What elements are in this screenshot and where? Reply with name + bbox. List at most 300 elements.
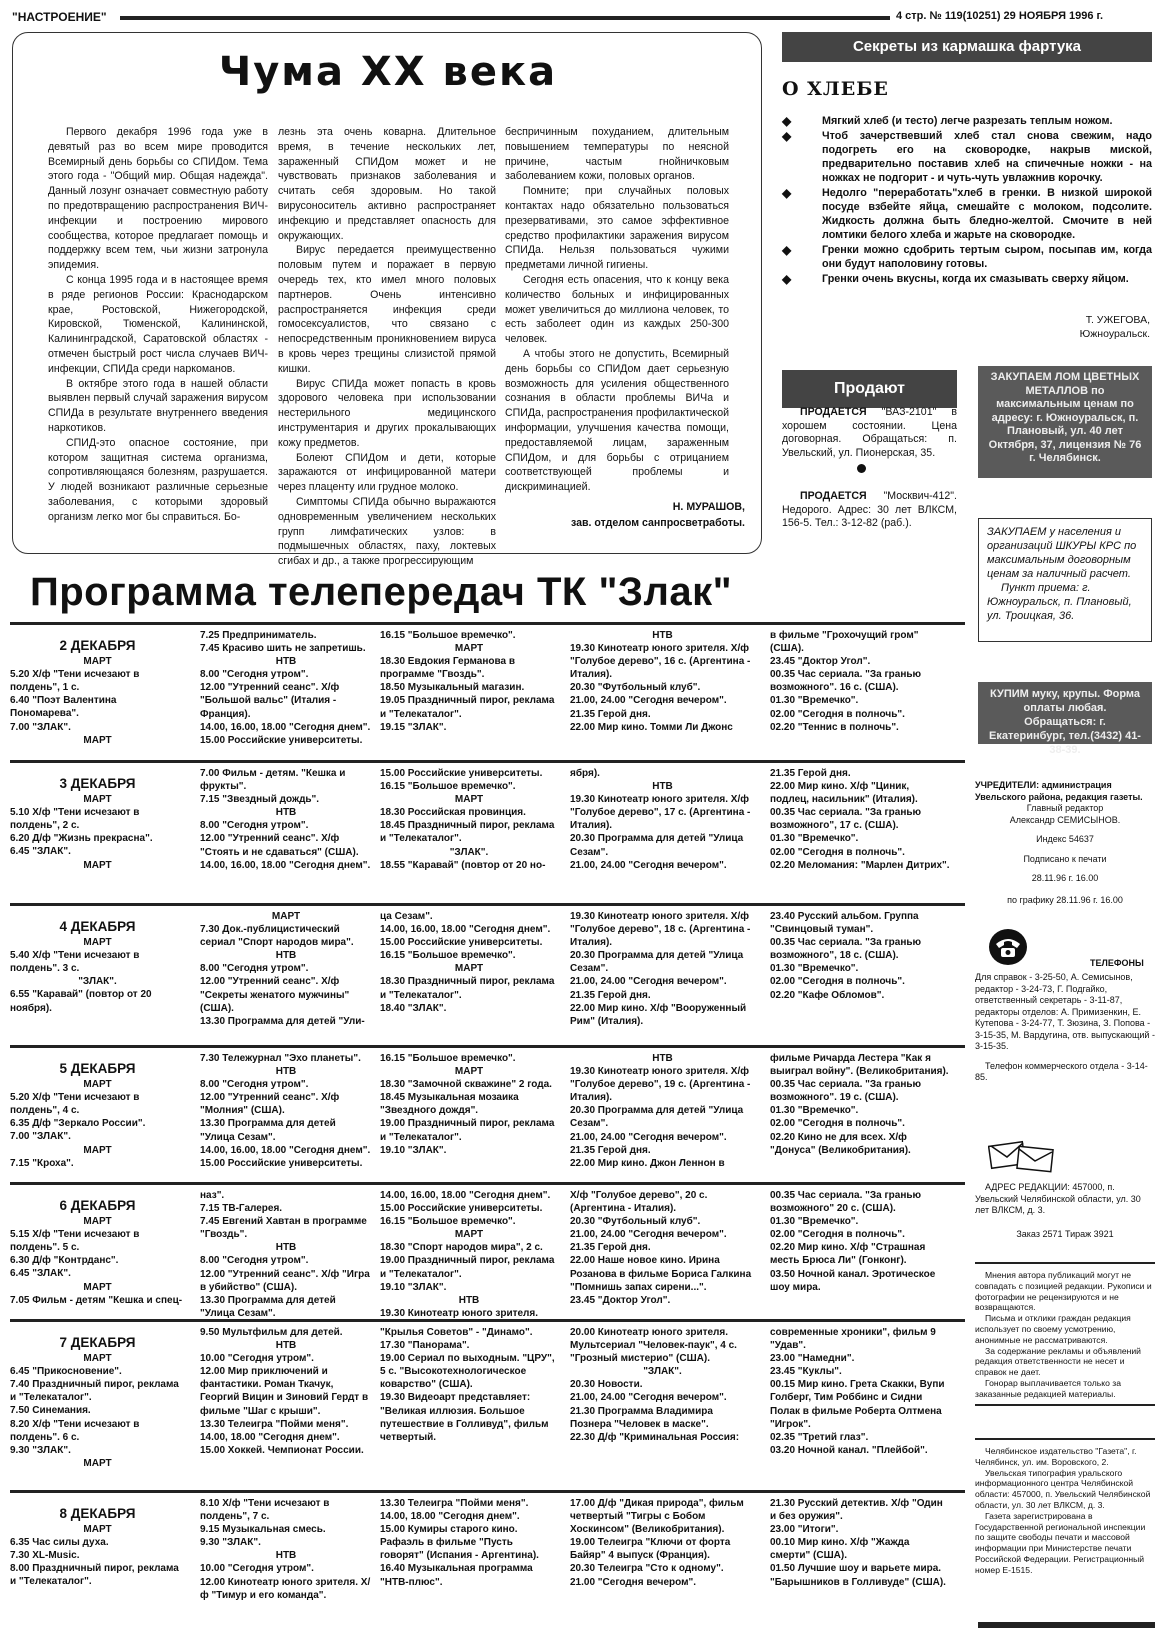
tv-channel-label: МАРТ bbox=[83, 1524, 112, 1536]
author-title: зав. отделом санпросветработы. bbox=[571, 517, 745, 529]
tv-listing: современные хроники", фильм 9 "Удав". bbox=[770, 1327, 936, 1352]
tv-listing: 7.30 Док.-публицистический сериал "Спорт народов мира". bbox=[200, 924, 354, 949]
tv-listing: 8.00 "Сегодня утром". bbox=[200, 669, 309, 681]
tv-listing: 6.35 Час силы духа. bbox=[10, 1537, 109, 1549]
tv-listing: 8.20 Х/ф "Тени исчезают в полдень". 6 с. bbox=[10, 1418, 140, 1443]
tv-listing: 14.00, 16.00, 18.00 "Сегодня днем". bbox=[200, 721, 371, 733]
tv-column bbox=[570, 910, 755, 1028]
tv-channel-label: НТВ bbox=[275, 1550, 297, 1562]
article-column-3 bbox=[505, 125, 729, 495]
tv-listing: 7.05 Фильм - детям "Кешка и спец- bbox=[10, 1294, 183, 1306]
tv-channel-label: МАРТ bbox=[83, 859, 112, 871]
tv-listing: 21.00, 24.00 "Сегодня вечером". bbox=[570, 1229, 727, 1241]
print-text: Увельская типография уральского информационного центра Челябинской области: 457000, п. Увельский Челябинской области, ул. 30 лет ВЛКСМ, д. 3. bbox=[975, 1467, 1151, 1510]
tip-item: ◆ Мягкий хлеб (и тесто) легче разрезать теплым ножом. bbox=[782, 114, 1113, 128]
tv-listing: 18.45 Праздничный пирог, реклама и "Телекаталог". bbox=[380, 820, 555, 845]
commerce-phone: Телефон коммерческого отдела - 3-14-85. bbox=[975, 1060, 1148, 1082]
tv-listing: 10.00 "Сегодня утром". bbox=[200, 1353, 314, 1365]
tv-listing: 01.30 "Времечко". bbox=[770, 1105, 859, 1117]
paragraph: Болеют СПИДом и дети, которые заражаются от инфицированной матери через плаценту или грудное молоко. bbox=[278, 451, 496, 494]
tv-column bbox=[10, 1497, 185, 1589]
bread-tips bbox=[782, 114, 1152, 287]
tv-channel-label: МАРТ bbox=[83, 734, 112, 746]
tv-listing: 03.20 Ночной канал. "Плейбой". bbox=[770, 1444, 928, 1456]
tv-listing: 20.30 Телеигра "Сто к одному". bbox=[570, 1563, 724, 1575]
tv-channel-label: "ЗЛАК". bbox=[643, 1366, 682, 1378]
telephone-icon bbox=[988, 928, 1028, 966]
tv-listing: "Крылья Советов" - "Динамо". bbox=[380, 1327, 533, 1338]
tv-column bbox=[200, 1052, 372, 1170]
tv-listing: 13.30 Программа для детей "Улица Сезам". bbox=[200, 1294, 336, 1319]
tv-listing: в фильме "Грохочущий гром" (США). bbox=[770, 630, 919, 655]
tv-listing: 19.15 "ЗЛАК". bbox=[380, 721, 447, 733]
tv-column bbox=[200, 1497, 372, 1602]
paragraph: Сегодня есть опасения, что к концу века количество больных и инфицированных может увеличиться до миллиона человек, то есть заболеет один из каждых 250-300 человек. bbox=[505, 273, 729, 346]
tv-listing: 14.00, 16.00, 18.00 "Сегодня днем". bbox=[380, 1190, 551, 1201]
tv-listing: 21.35 Герой дня. bbox=[570, 708, 651, 720]
tv-day-title: 5 ДЕКАБРЯ bbox=[59, 1061, 136, 1076]
tv-day-title: 7 ДЕКАБРЯ bbox=[59, 1335, 136, 1350]
envelope-icon bbox=[988, 1140, 1058, 1176]
tv-listing: 13.30 Программа для детей "Ули- bbox=[200, 1015, 365, 1027]
tv-column bbox=[200, 910, 372, 1028]
tv-listing: 6.20 Д/ф "Жизнь прекрасна". bbox=[10, 833, 153, 845]
diamond-bullet-icon: ◆ bbox=[782, 129, 792, 143]
tv-day-row bbox=[10, 903, 965, 1027]
tv-listing: 6.40 "Поэт Валентина Пономарева". bbox=[10, 695, 117, 720]
tv-listing: 18.55 "Каравай" (повтор от 20 но- bbox=[380, 859, 546, 871]
tv-listing: Х/ф "Голубое дерево", 20 с. (Аргентина - Италия). bbox=[570, 1190, 708, 1215]
tv-day-title: 2 ДЕКАБРЯ bbox=[59, 638, 136, 653]
tv-listing: 18.30 "Замочной скважине" 2 года. bbox=[380, 1079, 552, 1091]
tv-listing: 00.15 Мир кино. Грета Скакки, Вупи Голберг, Тим Роббинс и Сидни Полак в фильме Роберта Олтмена "Игрок". bbox=[770, 1379, 945, 1430]
tv-listing: 19.30 Кинотеатр юного зрителя. Х/ф "Голубое дерево", 17 с. (Аргентина - Италия). bbox=[570, 794, 751, 832]
tips-author: Т. УЖЕГОВА, bbox=[1085, 314, 1150, 326]
tv-listing: 12.00 "Утренний сеанс". Х/ф "Молния" (США). bbox=[200, 1092, 340, 1117]
tv-listing: 7.00 Фильм - детям. "Кешка и фрукты". bbox=[200, 768, 346, 793]
tv-channel-label: МАРТ bbox=[454, 1229, 484, 1241]
tv-listing: 6.35 Д/ф "Зеркало России". bbox=[10, 1118, 146, 1130]
tv-column bbox=[200, 1326, 372, 1457]
ad-skins bbox=[978, 518, 1152, 642]
tv-channel-label: НТВ bbox=[652, 781, 673, 793]
tip-item: ◆ Гренки можно сдобрить тертым сыром, посыпав им, когда они будут наполовину готовы. bbox=[782, 243, 1152, 270]
paragraph: В октябре этого года в нашей области выявлен первый случай заражения вирусом СПИДа в результате внутреннего введения наркотиков. bbox=[48, 377, 268, 434]
tv-column bbox=[10, 767, 185, 872]
tv-listing: ца Сезам". bbox=[380, 911, 433, 922]
rule-text: Письма и отклики граждан редакция использует по своему усмотрению, анонимные не рассматриваются. bbox=[975, 1313, 1131, 1345]
tv-listing: ября). bbox=[570, 768, 600, 779]
tv-column bbox=[770, 629, 950, 734]
tv-day-title: 6 ДЕКАБРЯ bbox=[59, 1198, 136, 1213]
tv-listing: 13.30 Телеигра "Пойми меня". bbox=[200, 1418, 349, 1430]
tv-listing: 15.00 Российские университеты. bbox=[380, 768, 543, 779]
tv-listing: 19.00 Телеигра "Ключи от форта Байяр" 4 выпуск (Франция). bbox=[570, 1537, 731, 1562]
tv-listing: 02.00 "Сегодня в полночь". bbox=[770, 1229, 905, 1241]
tv-listing: 6.55 "Каравай" (повтор от 20 ноября). bbox=[10, 989, 152, 1014]
tv-listing: 21.00, 24.00 "Сегодня вечером". bbox=[570, 976, 727, 988]
tv-listing: 12.00 "Утренний сеанс". Х/ф "Секреты женатого мужчины" (США). bbox=[200, 976, 350, 1014]
paragraph: С конца 1995 года и в настоящее время в ряде регионов России: Краснодарском крае, Ростовской, Нижегородской, Кировской, Тюменской, Калининской, Калининградской, Саратовской областях - отмечен быстрый рост числа случаев ВИЧ-инфекции, СПИДа среди наркоманов. bbox=[48, 273, 268, 375]
tv-listing: 18.30 Праздничный пирог, реклама и "Телекаталог". bbox=[380, 976, 555, 1001]
tv-column bbox=[200, 767, 372, 872]
separator-dot-icon bbox=[857, 464, 866, 473]
tv-day-row bbox=[10, 1045, 965, 1169]
tv-listing: 22.00 Мир кино. Джон Леннон в bbox=[570, 1157, 725, 1169]
paragraph: СПИД-это опасное состояние, при котором защитная система организма, сопротивляющаяся болезням, разрушается. У людей возникают различные серьезные заболевания, с которыми здоровый организм легко мог бы справиться. Бо- bbox=[48, 436, 268, 523]
tv-listing: 01.50 Лучшие шоу и варьете мира. "Барышников в Голливуде" (США). bbox=[770, 1563, 946, 1588]
tv-column bbox=[10, 1189, 185, 1307]
paragraph: Симптомы СПИДа обычно выражаются одновременным увеличением нескольких групп лимфатических узлов: в подмышечных областях, паху, локтевых сгибах и др., а также прогрессирующим bbox=[278, 495, 496, 568]
tv-listing: 02.00 "Сегодня в полночь". bbox=[770, 708, 905, 720]
tv-listing: 01.30 "Времечко". bbox=[770, 963, 859, 975]
tv-listing: 01.30 "Времечко". bbox=[770, 1216, 859, 1228]
tv-listing: 21.35 Герой дня. bbox=[770, 768, 851, 779]
tv-channel-label: МАРТ bbox=[83, 656, 112, 668]
tv-listing: 19.30 Кинотеатр юного зрителя. Х/ф "Голубое дерево", 18 с. (Аргентина - Италия). bbox=[570, 911, 751, 949]
tv-listing: 14.00, 16.00, 18.00 "Сегодня днем". bbox=[200, 1144, 371, 1156]
tv-channel-label: НТВ bbox=[652, 1053, 673, 1064]
schedule-time: по графику 28.11.96 г. 16.00 bbox=[1007, 894, 1123, 905]
tv-column bbox=[570, 1189, 755, 1307]
tv-listing: 9.30 "ЗЛАК". bbox=[10, 1444, 71, 1456]
tv-listing: 21.30 Русский детектив. Х/ф "Один и без оружия". bbox=[770, 1498, 943, 1523]
tv-listing: 18.45 Музыкальная мозаика "Звездного дождя". bbox=[380, 1092, 519, 1117]
tv-listing: 22.00 Мир кино. Томми Ли Джонс bbox=[570, 721, 733, 733]
masthead-rule bbox=[120, 16, 890, 20]
phones-list bbox=[975, 972, 1155, 1084]
paragraph: Помните; при случайных половых контактах надо обязательно пользоваться презервативами, это самое эффективное средство профилактики заражения вирусом СПИДа. Нельзя пользоваться чужими предметами личной гигиены. bbox=[505, 185, 729, 272]
paragraph: беспричинным похуданием, длительным повышением температуры по неясной причине, частым гнойничковым заболеванием кожи, половых органов. bbox=[505, 126, 729, 183]
tv-listing: 15.00 Кумиры старого кино. Рафаэль в фильме "Пусть говорят" (Испания - Аргентина). bbox=[380, 1524, 539, 1562]
sell-ad-text: "ВАЗ-2101" в хорошем состоянии. Цена договорная. Обращаться: п. Увельский, ул. Пионерская, 35. bbox=[782, 406, 957, 459]
tv-listing: 21.00, 24.00 "Сегодня вечером". bbox=[570, 1392, 727, 1404]
tv-column bbox=[380, 767, 558, 872]
tv-channel-label: МАРТ bbox=[83, 937, 112, 949]
tv-listing: фильме Ричарда Лестера "Как я выиграл войну". (Великобритания). bbox=[770, 1053, 949, 1078]
tv-listing: 6.45 "ЗЛАК". bbox=[10, 846, 71, 858]
tv-channel-label: НТВ bbox=[275, 950, 297, 962]
tip-item: ◆ Гренки очень вкусны, когда их смазывать сверху яйцом. bbox=[782, 272, 1129, 286]
masthead-title: "НАСТРОЕНИЕ" bbox=[12, 10, 107, 24]
tv-listing: 02.35 "Третий глаз". bbox=[770, 1431, 869, 1443]
tv-column bbox=[200, 629, 372, 747]
tv-channel-label: НТВ bbox=[275, 1066, 297, 1078]
tips-author-city: Южноуральск. bbox=[1079, 328, 1150, 340]
founders: УЧРЕДИТЕЛИ: администрация Увельского района, редакция газеты. bbox=[975, 780, 1143, 802]
diamond-bullet-icon: ◆ bbox=[782, 114, 792, 128]
tv-listing: 16.15 "Большое времечко". bbox=[380, 630, 516, 641]
tv-column bbox=[570, 1497, 755, 1589]
tv-channel-label: "ЗЛАК". bbox=[78, 976, 117, 988]
tv-listing: 17.00 Д/ф "Дикая природа", фильм четвертый "Тигры с Бобом Хоскинсом" (Великобритания). bbox=[570, 1498, 744, 1536]
tv-listing: 00.35 Час сериала. "За гранью возможного", 17 с. (США). bbox=[770, 807, 922, 832]
tv-column bbox=[570, 629, 755, 734]
index-number: Индекс 54637 bbox=[1036, 834, 1094, 844]
article-box bbox=[12, 32, 762, 568]
print-text: Газета зарегистрирована в Государственной региональной инспекции по защите свободы печати и массовой информации при Министерстве печати Российской Федерации. Регистрационный номер Е-1515. bbox=[975, 1510, 1146, 1575]
paragraph: лезнь эта очень коварна. Длительное время, в течение нескольких лет, зараженный СПИДом может и не чувствовать признаков заболевания и считать себя здоровым. Но такой вирусоноситель активно распространяет инфекцию и представляет опасность для окружающих. bbox=[278, 126, 496, 242]
order-info: Заказ 2571 Тираж 3921 bbox=[1016, 1228, 1114, 1239]
tv-listing: 20.00 Кинотеатр юного зрителя. Мультсериал "Человек-паук", 4 с. "Грозный мистерио" (США). bbox=[570, 1327, 737, 1365]
tv-listing: 21.35 Герой дня. bbox=[570, 989, 651, 1001]
tv-channel-label: МАРТ bbox=[83, 1457, 112, 1469]
tv-column bbox=[570, 1326, 755, 1444]
tv-column bbox=[380, 1497, 558, 1589]
tv-listing: 12.00 "Утренний сеанс". Х/ф "Игра в убийство" (США). bbox=[200, 1268, 370, 1293]
tv-listing: 02.20 Меломания: "Марлен Дитрих". bbox=[770, 859, 950, 871]
secrets-banner: Секреты из кармашка фартука bbox=[782, 32, 1152, 62]
tv-column bbox=[200, 1189, 372, 1320]
tv-listing: 10.00 "Сегодня утром". bbox=[200, 1563, 314, 1575]
tv-listing: 14.00, 16.00, 18.00 "Сегодня днем". bbox=[380, 924, 551, 936]
tv-day-title: 4 ДЕКАБРЯ bbox=[59, 919, 136, 934]
tv-listing: 19.30 Кинотеатр юного зрителя. bbox=[380, 1307, 539, 1319]
imprint-founders bbox=[975, 780, 1155, 906]
tv-listing: 7.00 "ЗЛАК". bbox=[10, 1131, 71, 1143]
tv-channel-label: МАРТ bbox=[454, 643, 484, 655]
tv-listing: 23.45 "Куклы". bbox=[770, 1366, 842, 1378]
sell-ad-lead: ПРОДАЕТСЯ bbox=[800, 406, 867, 418]
tv-column bbox=[770, 910, 950, 1002]
tv-day-row bbox=[10, 1182, 965, 1319]
tv-channel-label: МАРТ bbox=[83, 1216, 112, 1228]
tv-channel-label: МАРТ bbox=[454, 1066, 484, 1078]
tv-listing: 8.00 "Сегодня утром". bbox=[200, 820, 309, 832]
article-title: Чума XX века bbox=[218, 49, 558, 95]
tv-listing: 23.45 "Доктор Угол". bbox=[570, 1294, 671, 1306]
tv-listing: 19.00 Праздничный пирог, реклама и "Телекаталог". bbox=[380, 1118, 555, 1143]
sell-ad-lead: ПРОДАЕТСЯ bbox=[800, 490, 867, 502]
tv-listing: 02.20 Кино не для всех. Х/ф "Донуса" (Великобритания). bbox=[770, 1131, 911, 1156]
tv-listing: 5.20 Х/ф "Тени исчезают в полдень", 1 с. bbox=[10, 669, 140, 694]
tv-program-title: Программа телепередач ТК "Злак" bbox=[30, 570, 733, 614]
tv-listing: 21.00, 24.00 "Сегодня вечером". bbox=[570, 859, 727, 871]
tv-listing: 00.35 Час сериала. "За гранью возможного" 20 с. (США). bbox=[770, 1190, 922, 1215]
tv-channel-label: МАРТ bbox=[83, 794, 112, 806]
tv-column bbox=[570, 767, 755, 872]
tv-channel-label: НТВ bbox=[275, 656, 297, 668]
tv-listing: 19.00 Праздничный пирог, реклама и "Телекаталог". bbox=[380, 1255, 555, 1280]
tv-day-row bbox=[10, 622, 965, 746]
tv-channel-label: НТВ bbox=[275, 807, 297, 819]
tv-listing: наз". bbox=[200, 1190, 225, 1201]
paragraph: Вирус передается преимущественно половым путем и поражает в первую очередь тех, кто имел много половых партнеров. Очень интенсивно распространяется инфекция среди гомосексуалистов, что связано с непосредственным проникновением вируса в кровь через трещины слизистой прямой кишки. bbox=[278, 244, 496, 375]
tv-column bbox=[770, 1326, 950, 1457]
tv-channel-label: НТВ bbox=[652, 630, 673, 641]
tv-listing: 7.25 Предприниматель. bbox=[200, 630, 317, 641]
tv-channel-label: МАРТ bbox=[83, 1281, 112, 1293]
signed-time: 28.11.96 г. 16.00 bbox=[1031, 873, 1099, 883]
tv-listing: 20.30 "Футбольный клуб". bbox=[570, 682, 701, 694]
tv-listing: 12.00 "Утренний сеанс". Х/ф "Стоять и не сдаваться" (США). bbox=[200, 833, 359, 858]
tv-listing: 22.00 Мир кино. Х/ф "Циник, подлец, насильник" (Италия). bbox=[770, 781, 918, 806]
sell-ad-2 bbox=[782, 490, 957, 531]
tv-channel-label: НТВ bbox=[275, 1242, 297, 1254]
tv-listing: 23.00 "Намедни". bbox=[770, 1353, 855, 1365]
sell-ad-1 bbox=[782, 406, 957, 460]
tv-column bbox=[770, 767, 950, 872]
tv-listing: 19.10 "ЗЛАК". bbox=[380, 1281, 447, 1293]
tv-listing: 23.40 Русский альбом. Группа "Свинцовый туман". bbox=[770, 911, 919, 936]
tv-listing: 19.30 Видеоарт представляет: "Великая иллюзия. Большое путешествие в Голливуд", фильм четвертый. bbox=[380, 1392, 549, 1443]
tv-column bbox=[380, 1326, 558, 1444]
tv-listing: 8.00 "Сегодня утром". bbox=[200, 1079, 309, 1091]
tv-listing: 21.00, 24.00 "Сегодня вечером". bbox=[570, 1131, 727, 1143]
tv-listing: 7.00 "ЗЛАК". bbox=[10, 721, 71, 733]
tv-listing: 15.00 Хоккей. Чемпионат России. bbox=[200, 1444, 364, 1456]
tv-listing: 7.15 ТВ-Галерея. bbox=[200, 1203, 283, 1215]
tv-listing: 6.45 "ЗЛАК". bbox=[10, 1268, 71, 1280]
tv-listing: 8.00 "Сегодня утром". bbox=[200, 963, 309, 975]
tv-listing: 18.50 Музыкальный магазин. bbox=[380, 682, 525, 694]
tv-listing: 7.45 Красиво шить не запретишь. bbox=[200, 643, 366, 655]
printing-info bbox=[975, 1438, 1155, 1576]
tv-listing: 8.10 Х/ф "Тени исчезают в полдень", 7 с. bbox=[200, 1498, 330, 1523]
tv-listing: 00.35 Час сериала. "За гранью возможного". 16 с. (США). bbox=[770, 669, 922, 694]
sell-banner: Продают bbox=[782, 370, 957, 408]
article-column-2 bbox=[278, 125, 496, 569]
tv-channel-label: МАРТ bbox=[83, 1144, 112, 1156]
sell-ad-text: "Москвич-412". Недорого. Адрес: 30 лет ВЛКСМ, 156-5. Тел.: 3-12-82 (раб.). bbox=[782, 490, 957, 529]
ad-skins-text: ЗАКУПАЕМ у населения и организаций ШКУРЫ КРС по максимальным договорным ценам за наличный расчет. bbox=[987, 526, 1137, 580]
tv-listing: 22.00 Мир кино. Х/ф "Вооруженный Рим" (Италия). bbox=[570, 1002, 747, 1027]
tv-channel-label: МАРТ bbox=[83, 1353, 112, 1365]
tv-listing: 14.00, 16.00, 18.00 "Сегодня днем". bbox=[200, 859, 371, 871]
tv-channel-label: НТВ bbox=[275, 1340, 297, 1352]
tv-listing: 18.30 Российская провинция. bbox=[380, 807, 526, 819]
tv-listing: 16.40 Музыкальная программа "НТВ-плюс". bbox=[380, 1563, 533, 1588]
ad-flour: КУПИМ муку, крупы. Форма оплаты любая. Обращаться: г. Екатеринбург, тел.(3432) 41-38-39. bbox=[978, 682, 1152, 744]
tv-listing: 16.15 "Большое времечко". bbox=[380, 1216, 516, 1228]
rule-text: Гонорар выплачивается только за заказанные редакцией материалы. bbox=[975, 1377, 1121, 1399]
tv-listing: 03.50 Ночной канал. Эротическое шоу мира. bbox=[770, 1268, 936, 1293]
tv-listing: 20.30 Программа для детей "Улица Сезам". bbox=[570, 833, 744, 858]
tv-channel-label: НТВ bbox=[458, 1294, 480, 1306]
tv-listing: 18.30 Евдокия Германова в программе "Гвоздь". bbox=[380, 656, 516, 681]
tv-day-title: 8 ДЕКАБРЯ bbox=[59, 1506, 136, 1521]
tv-listing: 15.00 Российские университеты. bbox=[200, 734, 363, 746]
tv-column bbox=[380, 1052, 558, 1157]
tv-listing: 02.20 "Теннис в полночь". bbox=[770, 721, 899, 733]
tv-listing: 12.00 Кинотеатр юного зрителя. Х/ф "Тимур и его команда". bbox=[200, 1576, 371, 1601]
issue-info: 4 стр. № 119(10251) 29 НОЯБРЯ 1996 г. bbox=[896, 10, 1104, 22]
tv-listing: 02.00 "Сегодня в полночь". bbox=[770, 976, 905, 988]
print-text: Челябинское издательство "Газета", г. Челябинск, ул. им. Воровского, 2. bbox=[975, 1446, 1137, 1467]
tv-listing: 02.00 "Сегодня в полночь". bbox=[770, 846, 905, 858]
tv-listing: 23.00 "Итоги". bbox=[770, 1524, 839, 1536]
tv-listing: 5.10 Х/ф "Тени исчезают в полдень", 2 с. bbox=[10, 807, 140, 832]
diamond-bullet-icon: ◆ bbox=[782, 243, 792, 257]
tv-listing: 14.00, 18.00 "Сегодня днем". bbox=[380, 1511, 520, 1523]
tv-listing: 5.20 Х/ф "Тени исчезают в полдень", 4 с. bbox=[10, 1092, 140, 1117]
tv-listing: 16.15 "Большое времечко". bbox=[380, 781, 516, 793]
tv-listing: 21.00 "Сегодня вечером". bbox=[570, 1576, 697, 1588]
tv-listing: 13.30 Телеигра "Пойми меня". bbox=[380, 1498, 529, 1509]
tv-listing: 21.35 Герой дня. bbox=[570, 1144, 651, 1156]
ad-scrap-metal: ЗАКУПАЕМ ЛОМ ЦВЕТНЫХ МЕТАЛЛОВ по максимальным ценам по адресу: г. Южноуральск, п. Плановый, ул. 40 лет Октября, 37, лицензия № 76 г. Челябинск. bbox=[978, 366, 1152, 478]
phones-label: ТЕЛЕФОНЫ bbox=[1090, 958, 1144, 968]
tv-listing: 21.00, 24.00 "Сегодня вечером". bbox=[570, 695, 727, 707]
tv-listing: 7.45 Евгений Хавтан в программе "Гвоздь". bbox=[200, 1216, 367, 1241]
phones-text: Для справок - 3-25-50, А. Семисынов, редактор - 3-24-73, Г. Подгайко, ответственный секретарь - 3-11-87, редакторы отделов: А. Примизенкин, Е. Кутепова - 3-24-77, Т. Зюзина, З. Попова - 3-15-35, М. Вардугина, отв. выпускающий - 3-15-35. bbox=[975, 972, 1155, 1051]
tv-listing: 7.30 Тележурнал "Эхо планеты". bbox=[200, 1053, 361, 1064]
tv-listing: 19.30 Кинотеатр юного зрителя. Х/ф "Голубое дерево", 16 с. (Аргентина - Италия). bbox=[570, 643, 751, 681]
tv-column bbox=[770, 1052, 950, 1157]
tv-column bbox=[570, 1052, 755, 1170]
tv-listing: 15.00 Российские университеты. bbox=[380, 937, 543, 949]
tv-listing: 5.15 Х/ф "Тени исчезают в полдень". 5 с. bbox=[10, 1229, 140, 1254]
tv-listing: 01.30 "Времечко". bbox=[770, 833, 859, 845]
paragraph: Первого декабря 1996 года уже в девятый раз во всем мире проводится Всемирный день борьбы со СПИДом. Тема этого года - "Общий мир. Общая надежда". Данный лозунг означает совместную работу по предотвращению распространения ВИЧ-инфекции и построению мирового сообщества, которое предлагает помощь и поддержку всем тем, чьи жизни затронула эпидемия. bbox=[48, 126, 268, 272]
tv-listing: 14.00, 18.00 "Сегодня днем". bbox=[200, 1431, 340, 1443]
editorial-address bbox=[975, 1182, 1155, 1240]
tv-listing: 00.35 Час сериала. "За гранью возможного", 18 с. (США). bbox=[770, 937, 922, 962]
bread-title: О ХЛЕБЕ bbox=[782, 78, 889, 100]
tv-day-row bbox=[10, 1490, 965, 1601]
tv-listing: 21.35 Герой дня. bbox=[570, 1242, 651, 1254]
tv-column bbox=[10, 1052, 185, 1170]
tv-listing: 9.50 Мультфильм для детей. bbox=[200, 1327, 343, 1338]
tv-listing: 02.20 Мир кино. Х/ф "Страшная месть Брюса Ли" (Гонконг). bbox=[770, 1242, 926, 1267]
tv-listing: 22.00 Наше новое кино. Ирина Розанова в фильме Бориса Галкина "Помнишь запах сирени...". bbox=[570, 1255, 752, 1293]
tv-listing: 7.30 XL-Music. bbox=[10, 1550, 80, 1562]
tv-listing: 15.00 Российские университеты. bbox=[200, 1157, 363, 1169]
diamond-bullet-icon: ◆ bbox=[782, 272, 792, 286]
tv-listing: 20.30 Новости. bbox=[570, 1379, 643, 1391]
tv-column bbox=[380, 910, 558, 1015]
tv-listing: 19.30 Кинотеатр юного зрителя. Х/ф "Голубое дерево", 19 с. (Аргентина - Италия). bbox=[570, 1066, 751, 1104]
tv-listing: 19.00 Сериал по выходным. "ЦРУ", 5 с. "Высокотехнологическое коварство" (США). bbox=[380, 1353, 555, 1391]
tv-listing: 16.15 "Большое времечко". bbox=[380, 1053, 516, 1064]
tip-item: ◆ Недолго "переработать"хлеб в гренки. В низкой широкой посуде взбейте яйца, смешайте с молоком, подсолите. Жидкость должна быть бледно-желтой. Смочите в ней ломтики белого хлеба и жарьте на сковородке. bbox=[782, 186, 1152, 241]
tv-listing: 00.10 Мир кино. Х/ф "Жажда смерти" (США). bbox=[770, 1537, 910, 1562]
tv-channel-label: МАРТ bbox=[454, 794, 484, 806]
tv-listing: 9.15 Музыкальная смесь. bbox=[200, 1524, 326, 1536]
tv-listing: 15.00 Российские университеты. bbox=[380, 1203, 543, 1215]
tv-listing: 19.10 "ЗЛАК". bbox=[380, 1144, 447, 1156]
tv-listing: 6.45 "Прикосновение". bbox=[10, 1366, 122, 1378]
rule-text: За содержание рекламы и объявлений редакция ответственности не несет и справок не дает. bbox=[975, 1345, 1141, 1378]
editor-name: Александр СЕМИСЫНОВ. bbox=[1009, 814, 1121, 825]
tv-listing: 13.30 Программа для детей "Улица Сезам". bbox=[200, 1118, 336, 1143]
tv-listing: 22.30 Д/ф "Криминальная Россия: bbox=[570, 1431, 740, 1443]
tv-column bbox=[380, 629, 558, 734]
tv-channel-label: МАРТ bbox=[454, 963, 484, 975]
paragraph: Вирус СПИДа может попасть в кровь здорового человека при использовании нестерильного медицинского инструментария и других прокалывающих кожу предметов. bbox=[278, 377, 496, 449]
bottom-rule bbox=[978, 1622, 1155, 1628]
tv-listing: 16.15 "Большое времечко". bbox=[380, 950, 516, 962]
tv-day-row bbox=[10, 760, 965, 871]
tv-listing: 12.00 Мир приключений и фантастики. Роман Ткачук, Георгий Вицин и Зиновий Гердт в фильме "Шаг с крыши". bbox=[200, 1366, 369, 1417]
address-text: АДРЕС РЕДАКЦИИ: 457000, п. Увельский Челябинской области, ул. 30 лет ВЛКСМ, д. 3. bbox=[975, 1182, 1141, 1215]
tv-listing: 7.50 Синемания. bbox=[10, 1405, 91, 1417]
paragraph: А чтобы этого не допустить, Всемирный день борьбы со СПИДом дает серьезную возможность для усиления общественного сознания в области проблемы ВИЧа и СПИДа, распространения профилактической информации, улучшения качества помощи, предоставляемой лицам, зараженным СПИДом, и для борьбы с отрицанием соответствующей проблемы и дискриминацией. bbox=[505, 347, 729, 494]
diamond-bullet-icon: ◆ bbox=[782, 186, 792, 200]
tv-channel-label: "ЗЛАК". bbox=[449, 846, 489, 858]
article-column-1 bbox=[48, 125, 268, 525]
tv-listing: 00.35 Час сериала. "За гранью возможного". 19 с. (США). bbox=[770, 1079, 922, 1104]
tv-listing: 18.30 "Спорт народов мира", 2 с. bbox=[380, 1242, 543, 1254]
ad-skins-address: Пункт приема: г. Южноуральск, п. Плановый, ул. Троицкая, 36. bbox=[987, 582, 1132, 622]
tv-listing: 20.30 Программа для детей "Улица Сезам". bbox=[570, 1105, 744, 1130]
tv-column bbox=[770, 1189, 950, 1294]
tv-listing: 21.30 Программа Владимира Познера "Человек в маске". bbox=[570, 1405, 713, 1430]
tv-listing: 23.45 "Доктор Угол". bbox=[770, 656, 871, 668]
tv-column bbox=[380, 1189, 558, 1320]
tv-column bbox=[770, 1497, 950, 1589]
tv-channel-label: МАРТ bbox=[271, 911, 301, 922]
